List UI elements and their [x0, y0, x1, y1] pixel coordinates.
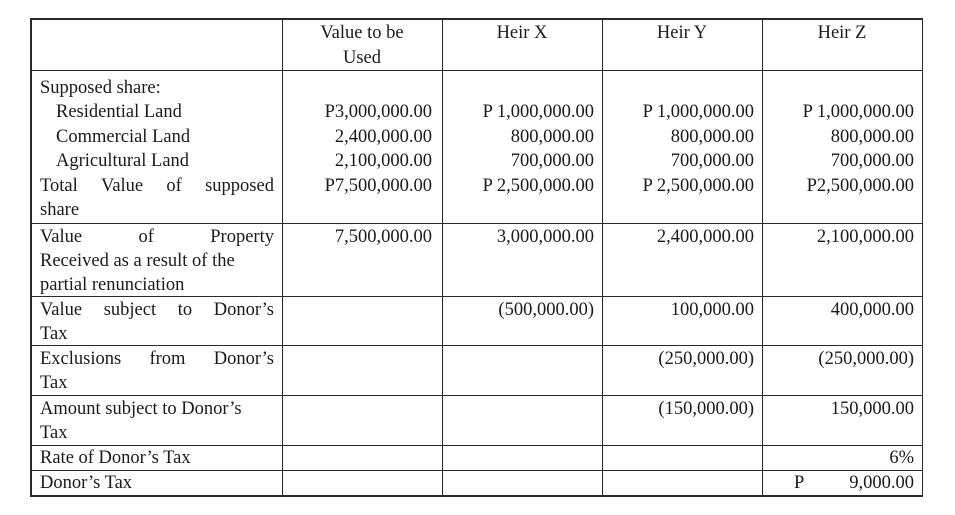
col-divider-2 — [442, 18, 443, 496]
label-word: Value — [40, 300, 83, 320]
header-heir-x: Heir X — [496, 23, 548, 43]
table-border-top — [30, 18, 923, 20]
label-commercial-land: Commercial Land — [56, 127, 191, 147]
label-word: from — [149, 349, 186, 369]
label-value-received-line3: partial renunciation — [40, 275, 185, 295]
donors-tax-heir-z: 9,000.00 — [849, 473, 914, 493]
label-exclusions-line2: Tax — [40, 373, 68, 393]
row-divider-exclusions — [30, 395, 923, 396]
table-border-right — [922, 18, 924, 496]
value-received-heir-z: 2,100,000.00 — [816, 227, 914, 247]
donors-tax-currency: P — [794, 473, 805, 493]
label-word: Property — [210, 227, 274, 247]
subject-to-tax-heir-z: 400,000.00 — [830, 300, 914, 320]
commercial-heir-x: 800,000.00 — [510, 127, 594, 147]
header-heir-z: Heir Z — [817, 23, 867, 43]
col-divider-4 — [762, 18, 763, 496]
label-word: Value — [40, 227, 83, 247]
value-received-heir-x: 3,000,000.00 — [496, 227, 594, 247]
agricultural-heir-y: 700,000.00 — [670, 151, 754, 171]
subject-to-tax-heir-y: 100,000.00 — [670, 300, 754, 320]
total-supposed-value: P7,500,000.00 — [324, 176, 432, 196]
rate-heir-z: 6% — [889, 448, 914, 468]
residential-heir-z: P 1,000,000.00 — [802, 102, 914, 122]
row-divider-header — [30, 70, 923, 71]
agricultural-heir-z: 700,000.00 — [830, 151, 914, 171]
header-heir-y: Heir Y — [656, 23, 708, 43]
amount-subject-heir-z: 150,000.00 — [830, 399, 914, 419]
label-word: Exclusions — [40, 349, 122, 369]
label-exclusions-line1 — [40, 347, 274, 371]
label-residential-land: Residential Land — [56, 102, 182, 122]
row-divider-total — [30, 223, 923, 224]
table-border-left — [30, 18, 32, 496]
commercial-value: 2,400,000.00 — [334, 127, 432, 147]
label-word: of — [138, 227, 154, 247]
residential-heir-x: P 1,000,000.00 — [482, 102, 594, 122]
amount-subject-heir-y: (150,000.00) — [658, 399, 754, 419]
label-word: Donor’s — [213, 300, 274, 320]
exclusions-heir-y: (250,000.00) — [658, 349, 754, 369]
value-received-heir-y: 2,400,000.00 — [656, 227, 754, 247]
label-value-received-line2: Received as a result of the — [40, 251, 235, 271]
label-word: to — [177, 300, 193, 320]
label-word: subject — [103, 300, 157, 320]
donors-tax-table — [30, 18, 923, 496]
label-rate: Rate of Donor’s Tax — [40, 448, 191, 468]
row-divider-subject — [30, 345, 923, 346]
exclusions-heir-z: (250,000.00) — [818, 349, 914, 369]
commercial-heir-z: 800,000.00 — [830, 127, 914, 147]
label-value-received-line1 — [40, 225, 274, 249]
label-supposed-share: Supposed share: — [40, 78, 161, 98]
total-supposed-heir-z: P2,500,000.00 — [806, 176, 914, 196]
subject-to-tax-heir-x: (500,000.00) — [498, 300, 594, 320]
label-total-supposed-line1 — [40, 174, 274, 198]
value-received-value: 7,500,000.00 — [334, 227, 432, 247]
label-agricultural-land: Agricultural Land — [56, 151, 190, 171]
col-divider-3 — [602, 18, 603, 496]
label-amount-subject-line1: Amount subject to Donor’s — [40, 399, 242, 419]
residential-heir-y: P 1,000,000.00 — [642, 102, 754, 122]
col-divider-1 — [282, 18, 283, 496]
commercial-heir-y: 800,000.00 — [670, 127, 754, 147]
agricultural-value: 2,100,000.00 — [334, 151, 432, 171]
label-word: Total — [40, 176, 78, 196]
label-word: Donor’s — [213, 349, 274, 369]
label-subject-to-tax-line2: Tax — [40, 324, 68, 344]
header-value-to-be-used-line2: Used — [342, 48, 382, 68]
label-subject-to-tax-line1 — [40, 298, 274, 322]
table-border-bottom — [30, 495, 923, 497]
label-word: of — [166, 176, 182, 196]
label-amount-subject-line2: Tax — [40, 423, 68, 443]
label-word: supposed — [205, 176, 274, 196]
agricultural-heir-x: 700,000.00 — [510, 151, 594, 171]
label-total-supposed-line2: share — [40, 200, 80, 220]
total-supposed-heir-x: P 2,500,000.00 — [482, 176, 594, 196]
label-donors-tax: Donor’s Tax — [40, 473, 133, 493]
residential-value: P3,000,000.00 — [324, 102, 432, 122]
total-supposed-heir-y: P 2,500,000.00 — [642, 176, 754, 196]
header-value-to-be-used-line1: Value to be — [320, 23, 404, 43]
label-word: Value — [101, 176, 144, 196]
